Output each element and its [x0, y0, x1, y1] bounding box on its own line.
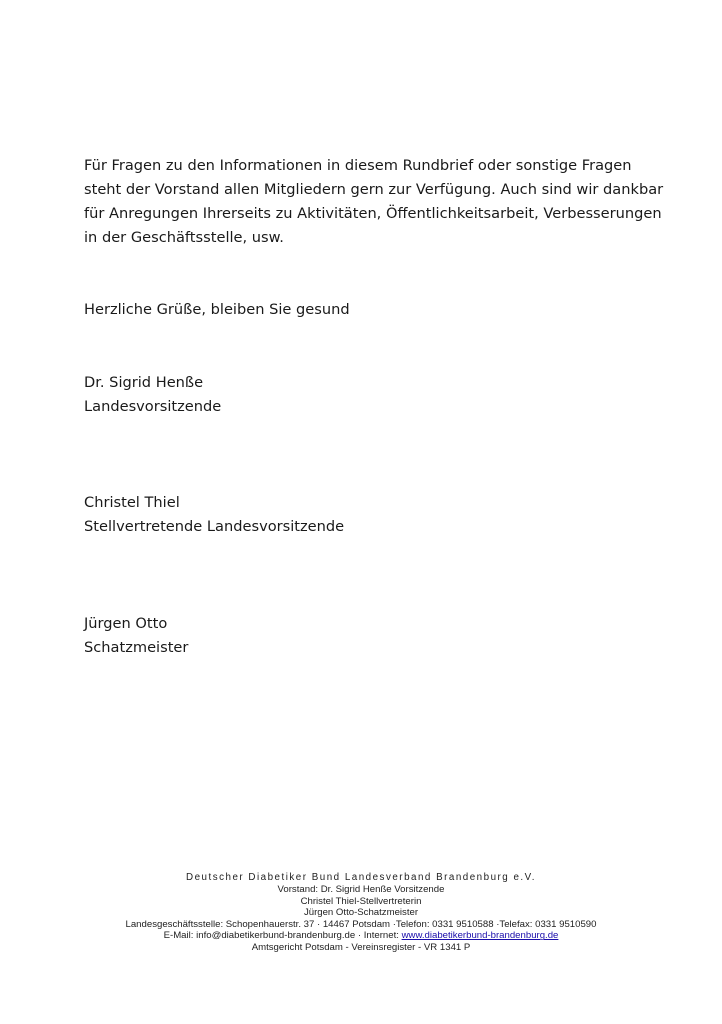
intro-line: steht der Vorstand allen Mitgliedern gern zur Verfügung. Auch sind wir dankbar — [84, 181, 664, 198]
footer-register: Amtsgericht Potsdam - Vereinsregister - VR 1341 P — [251, 941, 471, 953]
signature-block-chair — [84, 371, 664, 419]
footer-treasurer: Jürgen Otto-Schatzmeister — [303, 907, 419, 919]
footer-deputy: Christel Thiel-Stellvertreterin — [300, 895, 422, 907]
intro-line: Für Fragen zu den Informationen in diesem Rundbrief oder sonstige Fragen — [84, 157, 632, 174]
greeting-text: Herzliche Grüße, bleiben Sie gesund — [84, 301, 350, 318]
signature-block-treasurer — [84, 612, 664, 660]
footer-office-address: Landesgeschäftsstelle: Schopenhauerstr. 37 · 14467 Potsdam ·Telefon: 0331 9510588 ·Telefax: 0331 9510590 — [125, 918, 597, 930]
intro-line: für Anregungen Ihrerseits zu Aktivitäten, Öffentlichkeitsarbeit, Verbesserungen — [84, 205, 662, 222]
footer-email: E-Mail: info@diabetikerbund-brandenburg.de · Internet: — [163, 930, 402, 942]
signatory-name: Dr. Sigrid Henße — [84, 374, 204, 391]
closing-greeting — [84, 298, 664, 322]
signatory-name: Jürgen Otto — [84, 615, 168, 632]
website-link[interactable]: www.diabetikerbund-brandenburg.de — [401, 930, 559, 942]
intro-line: in der Geschäftsstelle, usw. — [84, 229, 284, 246]
signatory-role: Stellvertretende Landesvorsitzende — [84, 518, 345, 535]
signatory-role: Landesvorsitzende — [84, 398, 222, 415]
intro-paragraph — [84, 154, 664, 250]
footer-organization: Deutscher Diabetiker Bund Landesverband Brandenburg e.V. — [186, 872, 536, 883]
footer-contact — [0, 930, 722, 942]
signatory-name: Christel Thiel — [84, 494, 180, 511]
letterhead-footer — [0, 871, 722, 954]
signature-block-deputy — [84, 491, 664, 539]
footer-board: Vorstand: Dr. Sigrid Henße Vorsitzende — [277, 884, 445, 895]
signatory-role: Schatzmeister — [84, 639, 189, 656]
